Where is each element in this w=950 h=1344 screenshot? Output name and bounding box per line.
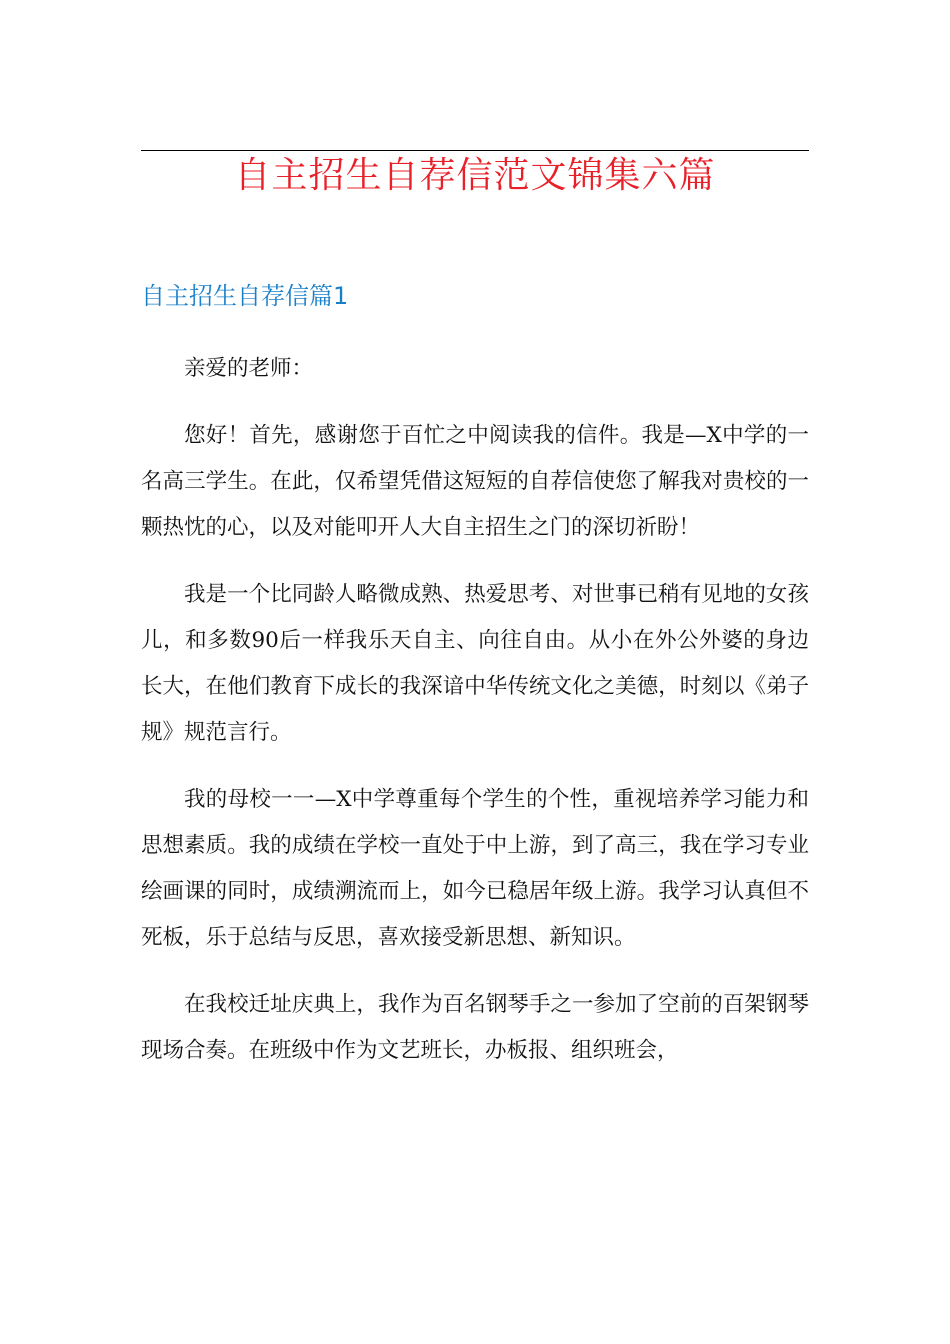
paragraph: 您好！首先，感谢您于百忙之中阅读我的信件。我是—X中学的一名高三学生。在此，仅希望凭借这短短的自荐信使您了解我对贵校的一颗热忱的心，以及对能叩开人大自主招生之门的深切祈盼！ [141,423,809,540]
salutation: 亲爱的老师： [184,356,314,381]
document-title: 自主招生自荐信范文锦集六篇 [234,155,716,196]
paragraph: 我是一个比同龄人略微成熟、热爱思考、对世事已稍有见地的女孩儿，和多数90后一样我乐天自主、向往自由。从小在外公外婆的身边长大，在他们教育下成长的我深谙中华传统文化之美德，时刻以《弟子规》规范言行。 [141,582,809,745]
paragraph: 我的母校一一—X中学尊重每个学生的个性，重视培养学习能力和思想素质。我的成绩在学校一直处于中上游，到了高三，我在学习专业绘画课的同时，成绩溯流而上，如今已稳居年级上游。我学习认真但不死板，乐于总结与反思，喜欢接受新思想、新知识。 [141,787,809,950]
section-heading: 自主招生自荐信篇1 [141,282,349,310]
document-body [141,346,809,1095]
paragraph: 在我校迁址庆典上，我作为百名钢琴手之一参加了空前的百架钢琴现场合奏。在班级中作为文艺班长，办板报、组织班会， [141,992,809,1063]
